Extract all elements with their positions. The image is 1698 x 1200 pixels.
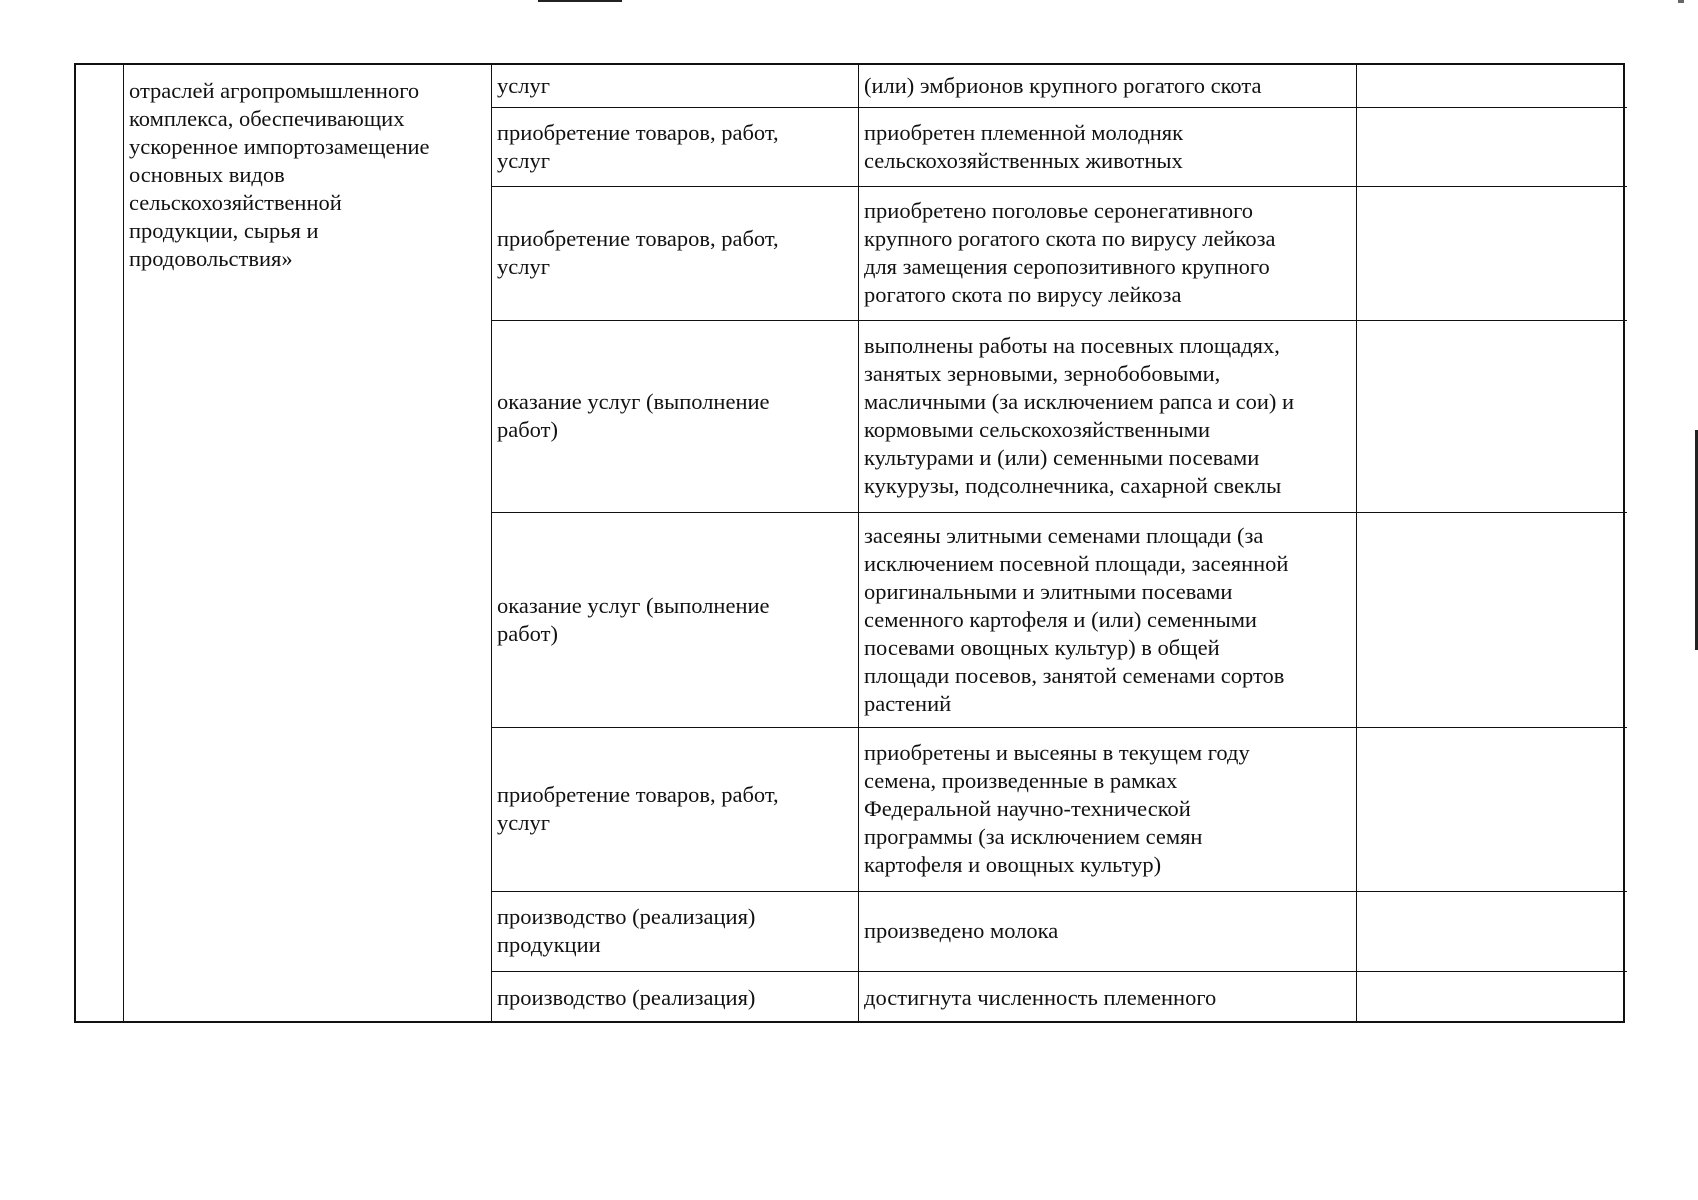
type-cell <box>491 186 858 320</box>
type-cell <box>491 65 858 107</box>
document-table <box>74 63 1625 1023</box>
result-cell-line: семена, произведенные в рамках <box>864 768 1178 793</box>
result-cell-line: картофеля и овощных культур) <box>864 852 1162 877</box>
result-cell-line: приобретен племенной молодняк <box>864 119 1184 145</box>
category-line: сельскохозяйственной <box>129 190 342 215</box>
type-cell <box>491 320 858 512</box>
result-cell-line: для замещения серопозитивного крупного <box>864 254 1270 279</box>
type-cell-line: работ) <box>497 620 558 646</box>
result-cell-line: исключением посевной площади, засеянной <box>864 550 1289 576</box>
value-cell <box>1356 65 1627 107</box>
type-cell-line: услуг <box>497 73 550 98</box>
result-cell <box>858 65 1356 107</box>
value-cell <box>1356 512 1627 727</box>
result-cell-line: выполнены работы на посевных площадях, <box>864 333 1280 358</box>
value-cell <box>1356 107 1627 186</box>
result-cell-line: произведено молока <box>864 918 1059 943</box>
type-cell <box>491 971 858 1025</box>
result-cell-line: кормовыми сельскохозяйственными <box>864 417 1210 442</box>
result-cell-line: семенного картофеля и (или) семенными <box>864 606 1257 632</box>
result-cell-line: приобретены и высеяны в текущем году <box>864 740 1250 765</box>
type-cell-line: услуг <box>497 254 550 279</box>
result-cell-line: сельскохозяйственных животных <box>864 147 1183 173</box>
result-cell <box>858 727 1356 891</box>
result-cell <box>858 320 1356 512</box>
type-cell-line: приобретение товаров, работ, <box>497 119 779 145</box>
result-cell-line: растений <box>864 690 952 716</box>
type-cell <box>491 512 858 727</box>
type-cell <box>491 107 858 186</box>
value-cell <box>1356 186 1627 320</box>
category-cell <box>123 77 491 273</box>
category-line: комплекса, обеспечивающих <box>129 106 405 131</box>
result-cell <box>858 186 1356 320</box>
result-cell-line: оригинальными и элитными посевами <box>864 578 1233 604</box>
category-line: продовольствия» <box>129 246 293 271</box>
type-cell-line: оказание услуг (выполнение <box>497 389 770 414</box>
result-cell-line: культурами и (или) семенными посевами <box>864 445 1260 470</box>
result-cell-line: масличными (за исключением рапса и сои) и <box>864 389 1295 414</box>
result-cell-line: (или) эмбрионов крупного рогатого скота <box>864 73 1262 98</box>
type-cell-line: производство (реализация) <box>497 985 756 1010</box>
result-cell-line: кукурузы, подсолнечника, сахарной свеклы <box>864 473 1282 498</box>
result-cell <box>858 107 1356 186</box>
category-line: ускоренное импортозамещение <box>129 134 430 159</box>
type-cell-line: услуг <box>497 810 550 835</box>
category-line: продукции, сырья и <box>129 218 319 243</box>
result-cell <box>858 891 1356 971</box>
result-cell-line: достигнута численность племенного <box>864 985 1217 1010</box>
type-cell-line: оказание услуг (выполнение <box>497 592 770 618</box>
type-cell-line: приобретение товаров, работ, <box>497 226 779 251</box>
value-cell <box>1356 971 1627 1025</box>
scan-mark-top <box>538 0 622 2</box>
result-cell-line: крупного рогатого скота по вирусу лейкоза <box>864 226 1276 251</box>
value-cell <box>1356 727 1627 891</box>
category-line: основных видов <box>129 162 285 187</box>
result-cell-line: приобретено поголовье серонегативного <box>864 198 1254 223</box>
scan-mark-corner <box>1678 0 1684 3</box>
type-cell <box>491 891 858 971</box>
type-cell-line: продукции <box>497 932 601 957</box>
result-cell-line: площади посевов, занятой семенами сортов <box>864 662 1285 688</box>
result-cell-line: занятых зерновыми, зернобобовыми, <box>864 361 1221 386</box>
type-cell-line: работ) <box>497 417 558 442</box>
result-cell <box>858 971 1356 1025</box>
result-cell-line: программы (за исключением семян <box>864 824 1203 849</box>
value-cell <box>1356 320 1627 512</box>
type-cell-line: производство (реализация) <box>497 904 756 929</box>
type-cell <box>491 727 858 891</box>
result-cell <box>858 512 1356 727</box>
category-line: отраслей агропромышленного <box>129 78 420 103</box>
result-cell-line: посевами овощных культур) в общей <box>864 634 1220 660</box>
type-cell-line: услуг <box>497 147 550 173</box>
result-cell-line: Федеральной научно-технической <box>864 796 1191 821</box>
value-cell <box>1356 891 1627 971</box>
result-cell-line: засеяны элитными семенами площади (за <box>864 522 1264 548</box>
type-cell-line: приобретение товаров, работ, <box>497 782 779 807</box>
result-cell-line: рогатого скота по вирусу лейкоза <box>864 282 1182 307</box>
